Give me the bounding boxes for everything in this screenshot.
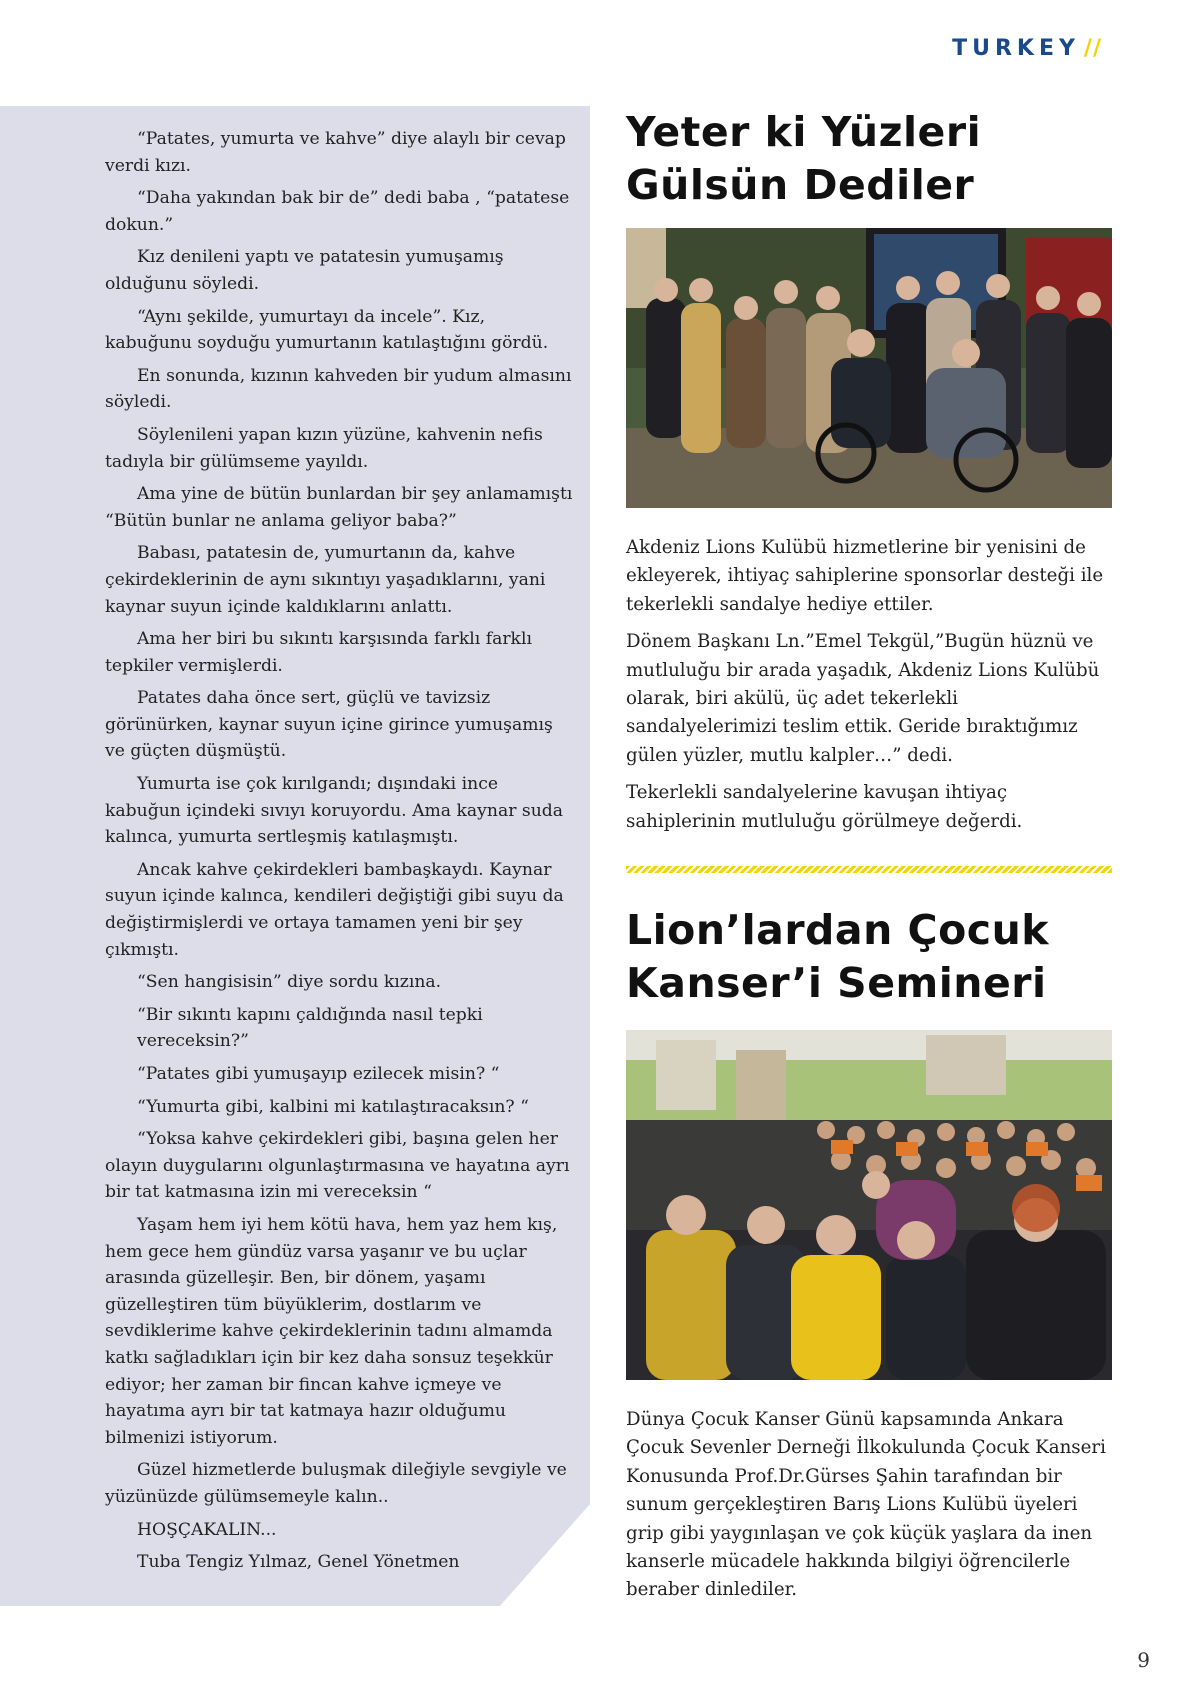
group-photo-wheelchairs	[626, 228, 1112, 508]
section-header	[952, 36, 1102, 61]
paragraph: “Bir sıkıntı kapını çaldığında nasıl tepki vereceksin?”	[137, 1004, 483, 1052]
paragraph: Söylenileni yapan kızın yüzüne, kahvenin nefis tadıyla bir gülümseme yayıldı.	[105, 424, 543, 472]
paragraph: “Patates gibi yumuşayıp ezilecek misin? “	[137, 1064, 500, 1084]
paragraph: Ancak kahve çekirdekleri bambaşkaydı. Kaynar suyun içinde kalınca, kendileri değiştiği gibi suyu da değiştirmişlerdi ve ortaya tamamen yeni bir şey çıkmıştı.	[105, 859, 564, 960]
paragraph: Babası, patatesin de, yumurtanın da, kahve çekirdeklerinin de aynı sıkıntıyı yaşadıklarını, yani kaynar suyun içinde kaldıklarını anlattı.	[105, 543, 546, 617]
paragraph: “Sen hangisisin” diye sordu kızına.	[137, 972, 442, 993]
article2-title	[626, 904, 1112, 1010]
article1-title-line1: Yeter ki Yüzleri	[626, 108, 982, 156]
article1-body	[626, 534, 1112, 845]
paragraph: Akdeniz Lions Kulübü hizmetlerine bir yenisini de ekleyerek, ihtiyaç sahiplerine sponsorlar desteği ile tekerlekli sandalye hediye ettiler.	[626, 537, 1104, 615]
article1-title-line2: Gülsün Dediler	[626, 161, 975, 209]
country-label: TURKEY	[952, 36, 1080, 61]
paragraph: Yaşam hem iyi hem kötü hava, hem yaz hem kış, hem gece hem gündüz varsa yaşanır ve bu uçlar arasında güzelleşir. Ben, bir dönem, yaşamı güzelleştiren tüm büyüklerim, dostlarım ve sevdiklerime kahve çekirdeklerinin tadını almamda katkı sağladıkları için bir kez daha sonsuz teşekkür ediyor; her zaman bir fincan kahve içmeye ve hayatıma ayrı bir tat katmaya hazır olduğumu bilmenizi istiyorum.	[105, 1214, 558, 1448]
paragraph: Ama her biri bu sıkıntı karşısında farklı farklı tepkiler vermişlerdi.	[105, 629, 532, 676]
paragraph: Kız denileni yaptı ve patatesin yumuşamış olduğunu söyledi.	[105, 247, 504, 294]
article1-photo	[626, 228, 1112, 508]
paragraph: “Aynı şekilde, yumurtayı da incele”. Kız, kabuğunu soyduğu yumurtanın katılaştığını gördü.	[105, 306, 549, 354]
paragraph: Ama yine de bütün bunlardan bir şey anlamamıştı “Bütün bunlar ne anlama geliyor baba?”	[105, 484, 573, 531]
article1-title	[626, 106, 1112, 212]
paragraph: Yumurta ise çok kırılgandı; dışındaki ince kabuğun içindeki sıvıyı koruyordu. Ama kaynar suda kalınca, yumurta sertleşmiş katılaşmıştı.	[105, 774, 564, 848]
paragraph: Patates daha önce sert, güçlü ve tavizsiz görünürken, kaynar suyun içine girince yumuşamış ve güçten düşmüştü.	[105, 688, 553, 762]
paragraph: Tekerlekli sandalyelerine kavuşan ihtiyaç sahiplerinin mutluluğu görülmeye değerdi.	[626, 782, 1023, 832]
paragraph: En sonunda, kızının kahveden bir yudum almasını söyledi.	[105, 365, 572, 413]
paragraph: Dünya Çocuk Kanser Günü kapsamında Ankara Çocuk Sevenler Derneği İlkokulunda Çocuk Kanseri Konusunda Prof.Dr.Gürses Şahin tarafından bir sunum gerçekleştiren Barış Lions Kulübü üyeleri grip gibi yaygınlaşan ve çok küçük yaşlara da inen kanserle mücadele hakkında bilgiyi öğrencilerle beraber dinlediler.	[626, 1409, 1106, 1601]
page-number: 9	[1137, 1648, 1150, 1672]
article2-title-line1: Lion’lardan Çocuk	[626, 906, 1050, 954]
paragraph: “Yoksa kahve çekirdekleri gibi, başına gelen her olayın duygularını olgunlaştırmasına ve hayatına ayrı bir tat katmasına izin mi vereceksin “	[105, 1129, 570, 1203]
article2-title-line2: Kanser’i Semineri	[626, 959, 1047, 1007]
paragraph: “Yumurta gibi, kalbini mi katılaştıracaksın? “	[137, 1096, 529, 1117]
seminar-audience-photo	[626, 1030, 1112, 1380]
paragraph: Güzel hizmetlerde buluşmak dileğiyle sevgiyle ve yüzünüzde gülümsemeyle kalın..	[105, 1460, 567, 1507]
author-signature: Tuba Tengiz Yılmaz, Genel Yönetmen	[137, 1552, 460, 1573]
article2-body	[626, 1406, 1112, 1614]
article2-photo	[626, 1030, 1112, 1380]
left-column-text	[105, 126, 575, 1582]
paragraph: “Patates, yumurta ve kahve” diye alaylı bir cevap verdi kızı.	[105, 129, 566, 176]
closing-line: HOŞÇAKALIN...	[137, 1519, 277, 1540]
article1-title-block	[626, 106, 1112, 212]
header-slashes: //	[1083, 36, 1102, 61]
section-divider	[626, 866, 1112, 873]
paragraph: “Daha yakından bak bir de” dedi baba , “patatese dokun.”	[105, 188, 570, 235]
paragraph: Dönem Başkanı Ln.”Emel Tekgül,”Bugün hüznü ve mutluluğu bir arada yaşadık, Akdeniz Lions Kulübü olarak, biri akülü, üç adet tekerlekli sandalyelerimizi teslim ettik. Geride bıraktığımız gülen yüzler, mutlu kalpler…” dedi.	[626, 631, 1100, 766]
article2-title-block	[626, 904, 1112, 1010]
